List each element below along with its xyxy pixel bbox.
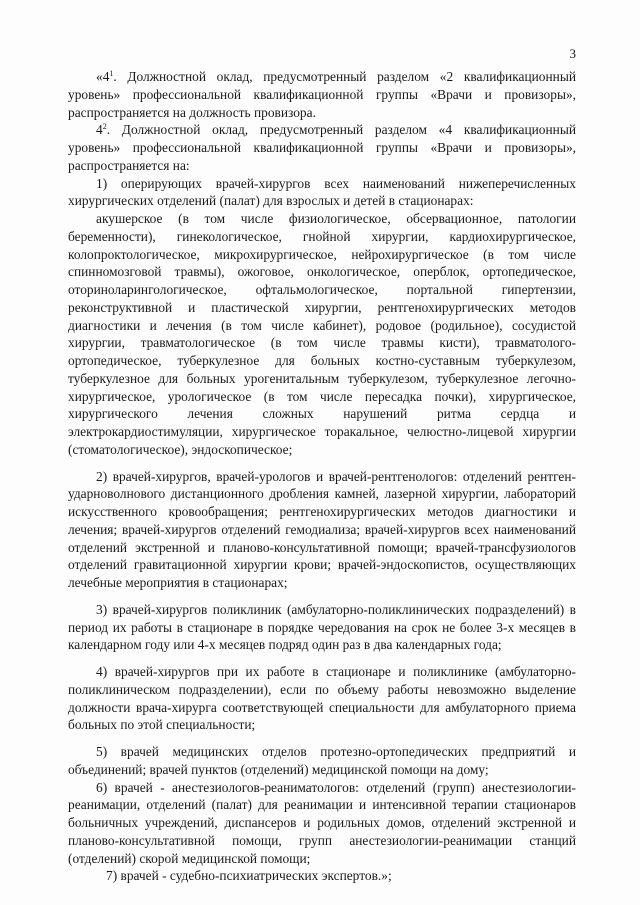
paragraph-4-1-lead: «4 xyxy=(96,69,110,84)
page-number: 3 xyxy=(569,46,576,61)
list-item-3: 3) врачей-хирургов поликлиник (амбулаторно-поликлинических подразделений) в период их работы в стационаре в порядке чередования на срок не более 3-х месяцев в календарном году или 4-х месяцев подряд один раз в два календарных года; xyxy=(68,601,576,653)
paragraph-4-2 xyxy=(68,121,576,174)
document-body xyxy=(68,68,576,885)
list-item-4: 4) врачей-хирургов при их работе в стационаре и поликлинике (амбулаторно-поликлиническом подразделении), если по объему работы невозможно выделение должности врача-хирурга соответствующей специальности для амбулаторного приема больных по этой специальности; xyxy=(68,664,576,733)
list-item-7: 7) врачей - судебно-психиатрических экспертов.»; xyxy=(106,868,392,884)
paragraph-4-1-text: . Должностной оклад, предусмотренный разделом «2 квалификационный уровень» профессиональной квалификационной группы «Врачи и провизоры», распространяется на должность провизора. xyxy=(68,69,576,120)
paragraph-4-2-lead: 4 xyxy=(96,122,103,138)
list-item-6: 6) врачей - анестезиологов-реаниматологов: отделений (групп) анестезиологии-реанимации, отделений (палат) для реанимации и интенсивной терапии стационаров больничных учреждений, диспансеров и родильных домов, отделений экстренной и планово-консультативной помощи, групп анестезиологии-реанимации станций (отделений) скорой медицинской помощи; xyxy=(68,779,576,866)
paragraph-4-1-sup: 1 xyxy=(109,69,114,78)
list-item-1: 1) оперирующих врачей-хирургов всех наименований нижеперечисленных хирургических отделений (палат) для взрослых и детей в стационарах: xyxy=(68,175,576,209)
paragraph-4-2-text: . Должностной оклад, предусмотренный разделом «4 квалификационный уровень» профессиональной квалификационной группы «Врачи и провизоры», распространяется на: xyxy=(68,122,576,173)
list-item-1-departments: акушерское (в том числе физиологическое, обсервационное, патологии беременности), гинекологическое, гнойной хирургии, кардиохирургическое, колопроктологическое, микрохирургическое, нейрохирургическое (в том числе спинномозговой травмы), ожоговое, онкологическое, оперблок, ортопедическое, оториноларингологическое, офтальмологическое, портальной гипертензии, реконструктивной и пластической хирургии, рентгенохирургических методов диагностики и лечения (в том числе кабинет), родовое (родильное), сосудистой хирургии, травматологическое (в том числе травмы кисти), травматолого-ортопедическое, туберкулезное для больных костно-суставным туберкулезом, туберкулезное для больных урогенитальным туберкулезом, туберкулезное легочно-хирургическое, урологическое (в том числе пересадка почки), хирургическое, хирургического лечения сложных нарушений ритма сердца и электрокардиостимуляции, хирургическое торакальное, челюстно-лицевой хирургии (стоматологическое), эндоскопическое; xyxy=(68,211,576,457)
list-item-5: 5) врачей медицинских отделов протезно-ортопедических предприятий и объединений; врачей пунктов (отделений) медицинской помощи на дому; xyxy=(68,744,576,777)
paragraph-4-2-sup: 2 xyxy=(102,122,107,132)
list-item-2: 2) врачей-хирургов, врачей-урологов и врачей-рентгенологов: отделений рентген-ударноволнового дистанционного дробления камней, лазерной хирургии, лабораторий искусственного кровообращения; рентгенохирургических методов диагностики и лечения; врачей-хирургов отделений гемодиализа; врачей-хирургов всех наименований отделений экстренной и планово-консультативной помощи; врачей-трансфузиологов отделений гравитационной хирургии крови; врачей-эндоскопистов, осуществляющих лечебные мероприятия в стационарах; xyxy=(68,468,576,590)
paragraph-4-1 xyxy=(68,68,576,121)
